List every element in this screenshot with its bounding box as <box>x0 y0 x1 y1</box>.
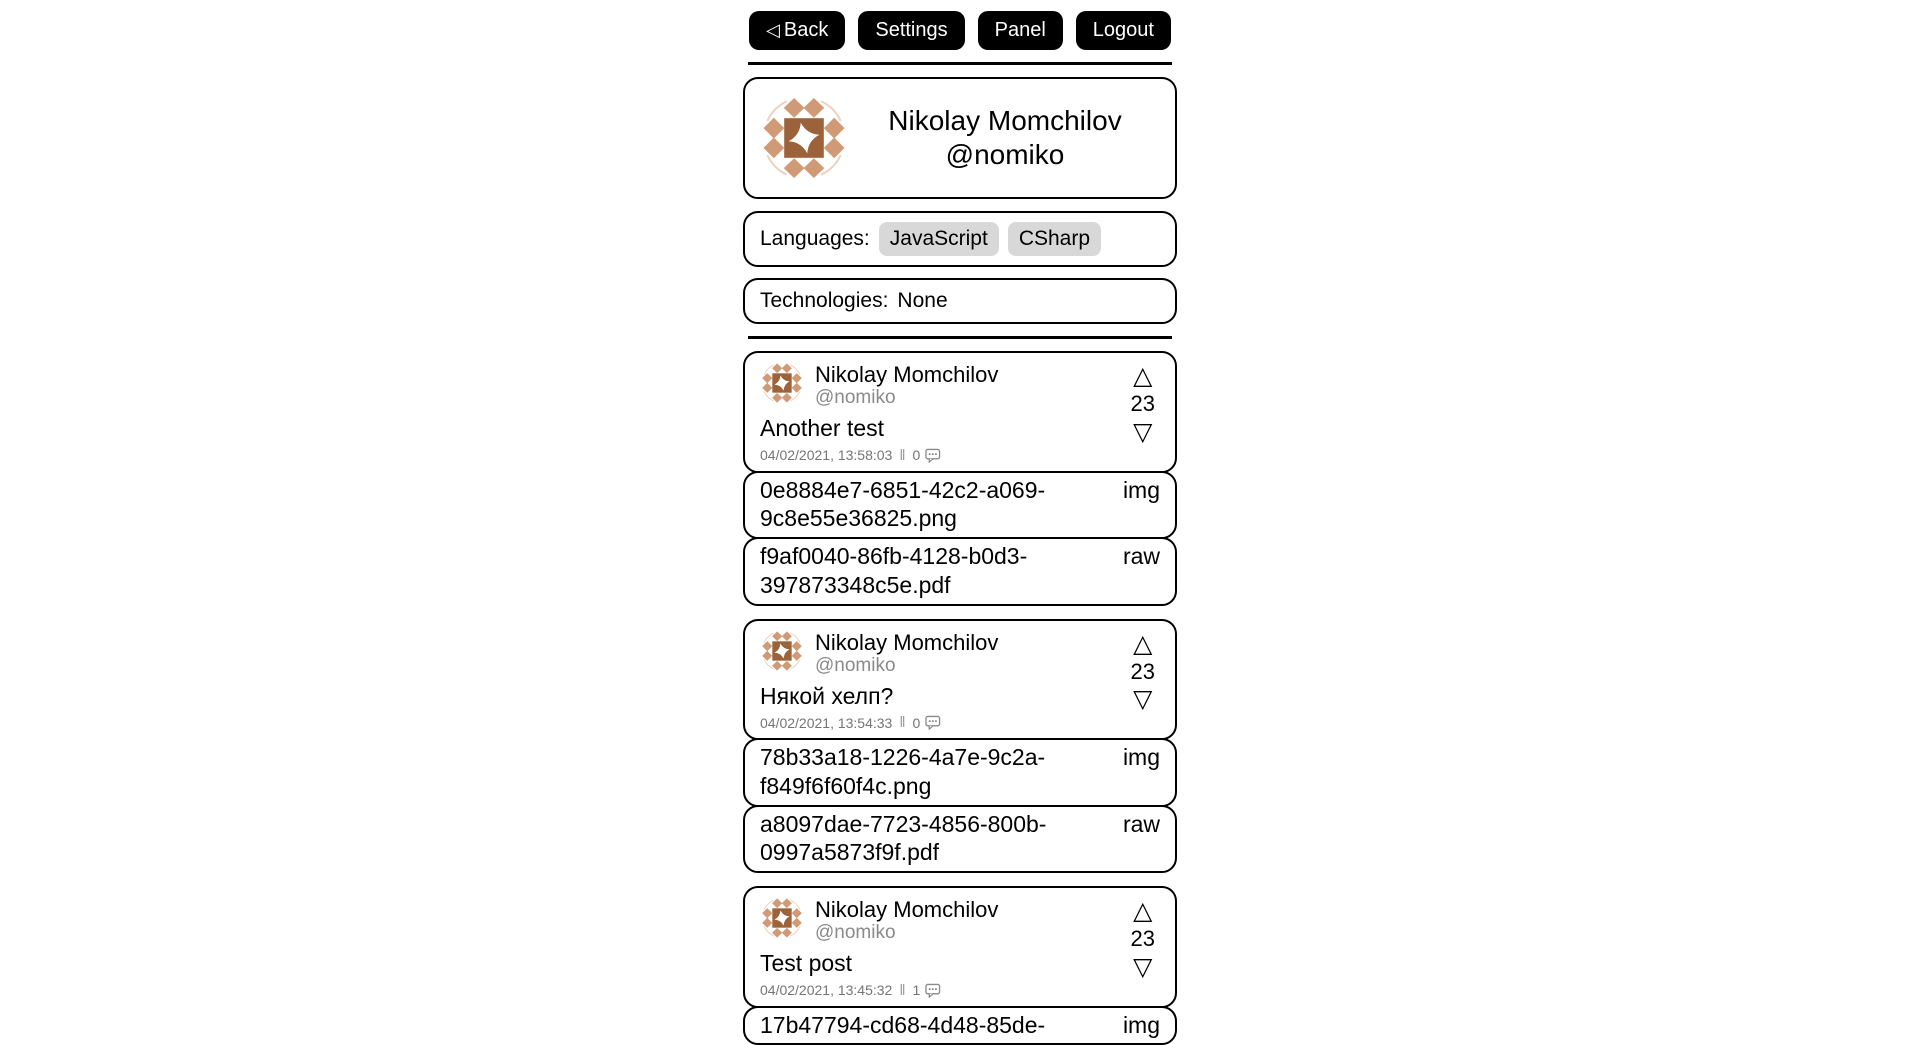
top-divider <box>748 62 1172 65</box>
post-card[interactable] <box>743 619 1177 741</box>
post-timestamp: 04/02/2021, 13:54:33 <box>760 714 893 731</box>
post-meta <box>760 714 1125 731</box>
attachment-filename: 0e8884e7-6851-42c2-a069-9c8e55e36825.png <box>760 476 1046 532</box>
post-group <box>743 619 1177 874</box>
comment-icon <box>925 448 941 463</box>
upvote-button[interactable]: △ <box>1133 629 1153 658</box>
post-author-avatar <box>760 361 804 405</box>
post-group <box>743 351 1177 606</box>
vote-controls <box>1125 361 1167 464</box>
post-title: Another test <box>760 415 885 442</box>
meta-separator: ‖ <box>899 981 906 999</box>
post-author-name: Nikolay Momchilov <box>815 629 999 655</box>
attachment-row[interactable] <box>743 1006 1177 1045</box>
logout-button[interactable]: Logout <box>1076 11 1171 50</box>
post-title: Test post <box>760 950 853 977</box>
post-content <box>760 361 1125 464</box>
upvote-button[interactable]: △ <box>1133 897 1153 926</box>
post-author-avatar <box>760 629 804 673</box>
post-timestamp: 04/02/2021, 13:45:32 <box>760 982 893 999</box>
posts-divider <box>748 336 1172 339</box>
comment-count: 1 <box>912 982 921 999</box>
post-title: Някой хелп? <box>760 682 894 709</box>
attachment-type-badge: raw <box>1122 810 1160 837</box>
back-arrow-icon: ◁ <box>766 20 780 40</box>
vote-controls <box>1125 629 1167 732</box>
technologies-label: Technologies: <box>760 289 889 312</box>
profile-identity <box>849 104 1161 172</box>
post-score: 23 <box>1130 926 1155 952</box>
technologies-card <box>743 278 1177 324</box>
post-author-name: Nikolay Momchilov <box>815 362 999 387</box>
toolbar <box>743 11 1177 50</box>
attachment-type-badge: img <box>1122 1011 1160 1038</box>
back-button[interactable] <box>749 11 845 50</box>
languages-label: Languages: <box>760 227 870 250</box>
back-label: Back <box>783 19 829 41</box>
post-score: 23 <box>1130 658 1155 684</box>
profile-card <box>743 77 1177 199</box>
post-content <box>760 896 1125 999</box>
meta-separator: ‖ <box>899 446 906 464</box>
attachment-type-badge: img <box>1122 744 1160 771</box>
profile-page <box>743 0 1177 1045</box>
post-score: 23 <box>1130 391 1155 417</box>
vote-controls <box>1125 896 1167 999</box>
post-card[interactable] <box>743 886 1177 1008</box>
upvote-button[interactable]: △ <box>1133 362 1153 390</box>
language-pill-javascript: JavaScript <box>879 222 999 256</box>
post-author-handle: @nomiko <box>815 922 896 944</box>
post-timestamp: 04/02/2021, 13:58:03 <box>760 447 893 464</box>
post-meta <box>760 982 1125 999</box>
attachment-type-badge: img <box>1122 476 1160 503</box>
downvote-button[interactable]: ▽ <box>1133 685 1153 714</box>
comment-icon <box>925 983 941 998</box>
technologies-value: None <box>897 289 948 312</box>
languages-card <box>743 211 1177 267</box>
attachment-filename: a8097dae-7723-4856-800b-0997a5873f9f.pdf <box>760 810 1047 866</box>
attachment-filename: 78b33a18-1226-4a7e-9c2a-f849f6f60f4c.png <box>760 744 1046 799</box>
language-pill-csharp: CSharp <box>1008 222 1101 256</box>
attachment-filename: f9af0040-86fb-4128-b0d3-397873348c5e.pdf <box>760 543 1028 598</box>
post-content <box>760 629 1125 732</box>
attachment-type-badge: raw <box>1122 543 1160 570</box>
comment-count: 0 <box>912 714 921 731</box>
attachment-row[interactable] <box>743 471 1177 540</box>
meta-separator: ‖ <box>899 714 906 732</box>
post-group <box>743 886 1177 1045</box>
attachment-filename: 17b47794-cd68-4d48-85de- <box>760 1011 1046 1038</box>
post-author-handle: @nomiko <box>815 654 896 676</box>
downvote-button[interactable]: ▽ <box>1133 417 1153 446</box>
profile-handle: @nomiko <box>945 139 1065 170</box>
post-author-handle: @nomiko <box>815 387 896 409</box>
attachment-row[interactable] <box>743 537 1177 606</box>
profile-avatar <box>759 93 849 183</box>
post-meta <box>760 447 1125 464</box>
post-author-avatar <box>760 896 804 940</box>
profile-name: Nikolay Momchilov <box>888 104 1122 136</box>
attachment-row[interactable] <box>743 805 1177 874</box>
comment-icon <box>925 715 941 730</box>
settings-button[interactable]: Settings <box>858 11 964 50</box>
post-card[interactable] <box>743 351 1177 473</box>
downvote-button[interactable]: ▽ <box>1133 953 1153 981</box>
attachment-row[interactable] <box>743 738 1177 807</box>
panel-button[interactable]: Panel <box>978 11 1063 50</box>
post-author-name: Nikolay Momchilov <box>815 897 999 923</box>
comment-count: 0 <box>912 447 921 464</box>
